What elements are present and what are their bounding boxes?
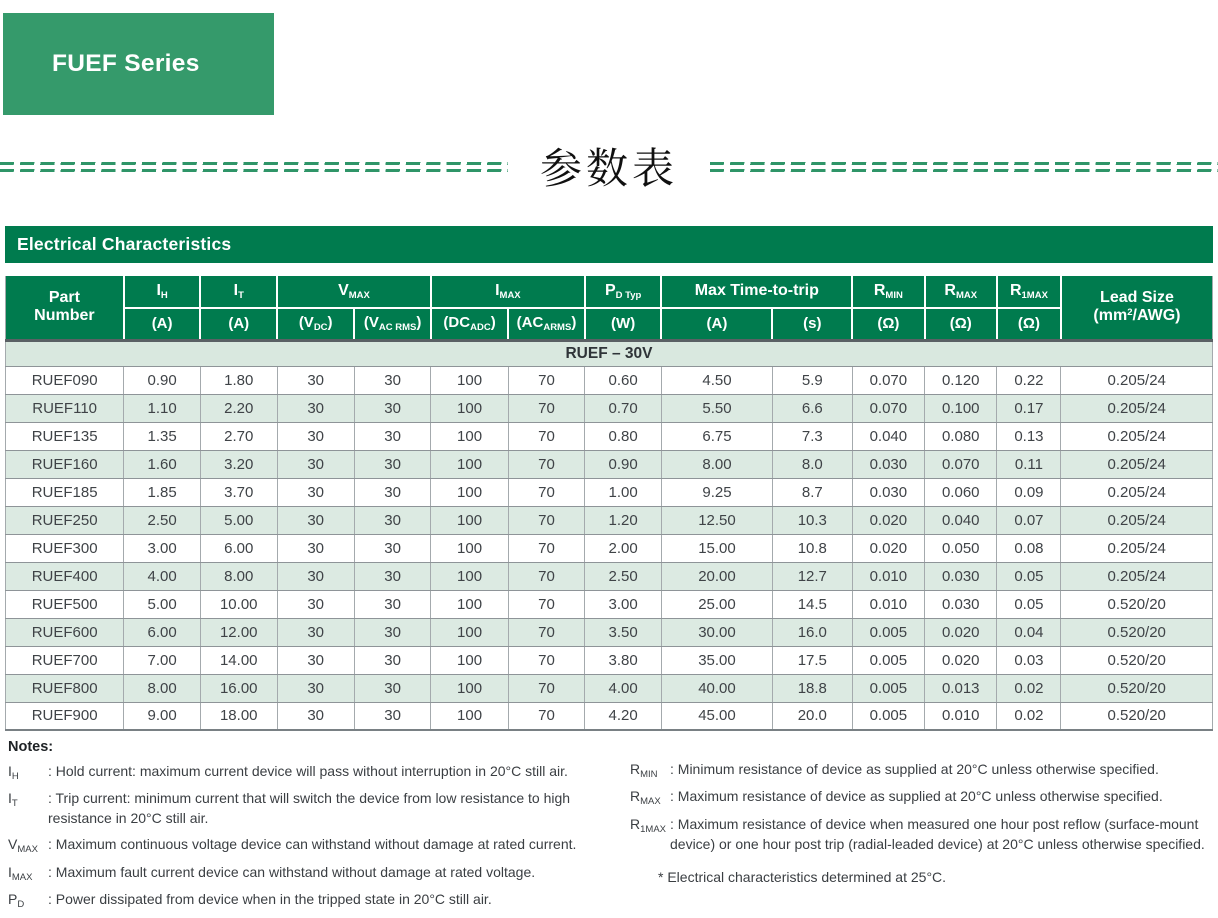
section-banner bbox=[5, 226, 1213, 263]
table-row bbox=[6, 562, 1213, 590]
col-header-lead-size: Lead Size $(mm^2/AWG)$ bbox=[1061, 276, 1213, 340]
value-cell: 70 bbox=[508, 478, 585, 506]
value-cell: 100 bbox=[431, 590, 508, 618]
value-cell: 30 bbox=[354, 394, 431, 422]
value-cell: 2.50 bbox=[124, 506, 201, 534]
note-item bbox=[630, 787, 1210, 808]
value-cell: 9.00 bbox=[124, 702, 201, 730]
value-cell: 5.00 bbox=[200, 506, 277, 534]
value-cell: 14.00 bbox=[200, 646, 277, 674]
value-cell: 0.520/20 bbox=[1061, 618, 1213, 646]
value-cell: 3.00 bbox=[124, 534, 201, 562]
value-cell: 30 bbox=[354, 506, 431, 534]
value-cell: 6.75 bbox=[661, 422, 772, 450]
value-cell: 10.8 bbox=[772, 534, 852, 562]
value-cell: 0.22 bbox=[997, 366, 1061, 394]
table-body bbox=[6, 340, 1213, 730]
title-row bbox=[0, 137, 1218, 195]
value-cell: 2.70 bbox=[200, 422, 277, 450]
value-cell: 30 bbox=[277, 394, 354, 422]
value-cell: 30 bbox=[354, 618, 431, 646]
value-cell: 30 bbox=[354, 478, 431, 506]
value-cell: 0.020 bbox=[925, 646, 997, 674]
unit-trip-s: (s) bbox=[772, 308, 852, 340]
unit-rmin: (Ω) bbox=[852, 308, 924, 340]
value-cell: 70 bbox=[508, 366, 585, 394]
value-cell: 8.00 bbox=[200, 562, 277, 590]
value-cell: 30 bbox=[354, 534, 431, 562]
note-text: : Power dissipated from device when in the tripped state in 20°C still air. bbox=[48, 891, 492, 908]
col-header-it: IT bbox=[200, 276, 277, 308]
value-cell: 1.00 bbox=[585, 478, 662, 506]
value-cell: 0.205/24 bbox=[1061, 534, 1213, 562]
value-cell: 0.520/20 bbox=[1061, 646, 1213, 674]
value-cell: 30 bbox=[277, 506, 354, 534]
note-item bbox=[630, 815, 1210, 855]
series-group-label: RUEF – 30V bbox=[6, 340, 1213, 366]
value-cell: 0.205/24 bbox=[1061, 422, 1213, 450]
value-cell: 100 bbox=[431, 702, 508, 730]
value-cell: 16.0 bbox=[772, 618, 852, 646]
notes-right-items bbox=[630, 760, 1210, 855]
note-term: $I_T$ bbox=[8, 790, 18, 810]
note-text: : Maximum fault current device can withstand without damage at rated voltage. bbox=[48, 863, 536, 880]
value-cell: 1.85 bbox=[124, 478, 201, 506]
note-item bbox=[630, 760, 1210, 781]
col-header-part-number: Part Number bbox=[6, 276, 124, 340]
value-cell: 30 bbox=[277, 450, 354, 478]
value-cell: 5.50 bbox=[661, 394, 772, 422]
value-cell: 1.80 bbox=[200, 366, 277, 394]
value-cell: 0.100 bbox=[925, 394, 997, 422]
value-cell: 1.35 bbox=[124, 422, 201, 450]
note-item bbox=[8, 789, 606, 829]
col-header-rmax: RMAX bbox=[925, 276, 997, 308]
unit-ih: (A) bbox=[124, 308, 201, 340]
part-number-cell: RUEF250 bbox=[6, 506, 124, 534]
value-cell: 30 bbox=[354, 422, 431, 450]
dashed-rule-right bbox=[710, 160, 1218, 173]
table-row bbox=[6, 702, 1213, 730]
value-cell: 10.3 bbox=[772, 506, 852, 534]
value-cell: 0.205/24 bbox=[1061, 478, 1213, 506]
value-cell: 0.005 bbox=[852, 618, 924, 646]
value-cell: 0.13 bbox=[997, 422, 1061, 450]
value-cell: 0.010 bbox=[852, 562, 924, 590]
series-group-row bbox=[6, 340, 1213, 366]
value-cell: 0.02 bbox=[997, 674, 1061, 702]
note-term: $I_H$ bbox=[8, 763, 19, 782]
value-cell: 0.205/24 bbox=[1061, 506, 1213, 534]
part-number-cell: RUEF135 bbox=[6, 422, 124, 450]
value-cell: 0.013 bbox=[925, 674, 997, 702]
value-cell: 100 bbox=[431, 478, 508, 506]
value-cell: 0.60 bbox=[585, 366, 662, 394]
unit-trip-a: (A) bbox=[661, 308, 772, 340]
value-cell: 0.005 bbox=[852, 702, 924, 730]
value-cell: 0.205/24 bbox=[1061, 366, 1213, 394]
value-cell: 2.50 bbox=[585, 562, 662, 590]
value-cell: 100 bbox=[431, 422, 508, 450]
value-cell: 0.040 bbox=[925, 506, 997, 534]
value-cell: 30 bbox=[354, 702, 431, 730]
value-cell: 0.020 bbox=[852, 534, 924, 562]
value-cell: 0.80 bbox=[585, 422, 662, 450]
value-cell: 100 bbox=[431, 618, 508, 646]
value-cell: 100 bbox=[431, 562, 508, 590]
unit-rmax: (Ω) bbox=[925, 308, 997, 340]
value-cell: 6.00 bbox=[124, 618, 201, 646]
table-row bbox=[6, 674, 1213, 702]
value-cell: 100 bbox=[431, 366, 508, 394]
value-cell: 0.050 bbox=[925, 534, 997, 562]
value-cell: 70 bbox=[508, 562, 585, 590]
value-cell: 4.20 bbox=[585, 702, 662, 730]
value-cell: 30 bbox=[277, 646, 354, 674]
notes-left-items bbox=[8, 762, 606, 912]
table-row bbox=[6, 394, 1213, 422]
value-cell: 0.05 bbox=[997, 562, 1061, 590]
value-cell: 70 bbox=[508, 506, 585, 534]
part-number-cell: RUEF185 bbox=[6, 478, 124, 506]
value-cell: 0.080 bbox=[925, 422, 997, 450]
part-number-cell: RUEF160 bbox=[6, 450, 124, 478]
note-term: $R_{MIN}$ bbox=[630, 761, 658, 780]
value-cell: 18.00 bbox=[200, 702, 277, 730]
table-row bbox=[6, 366, 1213, 394]
page-title: 参数表 bbox=[540, 144, 679, 193]
note-text: : Maximum resistance of device as supplied at 20°C unless otherwise specified. bbox=[670, 788, 1163, 805]
note-item bbox=[8, 762, 606, 783]
value-cell: 3.80 bbox=[585, 646, 662, 674]
unit-it: (A) bbox=[200, 308, 277, 340]
note-item bbox=[8, 890, 606, 911]
part-number-cell: RUEF090 bbox=[6, 366, 124, 394]
value-cell: 30 bbox=[354, 590, 431, 618]
value-cell: 2.00 bbox=[585, 534, 662, 562]
value-cell: 1.60 bbox=[124, 450, 201, 478]
value-cell: 12.50 bbox=[661, 506, 772, 534]
value-cell: 70 bbox=[508, 618, 585, 646]
value-cell: 0.020 bbox=[925, 618, 997, 646]
value-cell: 100 bbox=[431, 506, 508, 534]
part-number-cell: RUEF300 bbox=[6, 534, 124, 562]
value-cell: 8.00 bbox=[124, 674, 201, 702]
value-cell: 0.520/20 bbox=[1061, 674, 1213, 702]
value-cell: 0.520/20 bbox=[1061, 702, 1213, 730]
value-cell: 0.070 bbox=[852, 366, 924, 394]
value-cell: 100 bbox=[431, 646, 508, 674]
series-badge bbox=[3, 13, 274, 115]
value-cell: 0.030 bbox=[925, 562, 997, 590]
value-cell: 8.7 bbox=[772, 478, 852, 506]
value-cell: 4.00 bbox=[124, 562, 201, 590]
note-text: : Minimum resistance of device as supplied at 20°C unless otherwise specified. bbox=[670, 761, 1159, 777]
series-badge-label: FUEF Series bbox=[52, 50, 200, 77]
note-text: : Maximum resistance of device when measured one hour post reflow (surface-mount device) or one hour post trip (radial-leaded device) at 20°C unless otherwise specified. bbox=[670, 815, 1205, 852]
value-cell: 0.120 bbox=[925, 366, 997, 394]
value-cell: 4.50 bbox=[661, 366, 772, 394]
value-cell: 0.040 bbox=[852, 422, 924, 450]
value-cell: 7.3 bbox=[772, 422, 852, 450]
value-cell: 70 bbox=[508, 450, 585, 478]
value-cell: 3.00 bbox=[585, 590, 662, 618]
value-cell: 30 bbox=[354, 450, 431, 478]
value-cell: 0.17 bbox=[997, 394, 1061, 422]
part-number-cell: RUEF700 bbox=[6, 646, 124, 674]
value-cell: 0.03 bbox=[997, 646, 1061, 674]
value-cell: 25.00 bbox=[661, 590, 772, 618]
value-cell: 30 bbox=[277, 534, 354, 562]
note-term: $R_{1MAX}$ bbox=[630, 815, 666, 835]
value-cell: 30 bbox=[354, 366, 431, 394]
table-row bbox=[6, 450, 1213, 478]
table-row bbox=[6, 534, 1213, 562]
value-cell: 3.50 bbox=[585, 618, 662, 646]
footnote: * Electrical characteristics determined at 25°C. bbox=[658, 868, 947, 885]
value-cell: 0.08 bbox=[997, 534, 1061, 562]
col-header-ih: IH bbox=[124, 276, 201, 308]
value-cell: 0.205/24 bbox=[1061, 394, 1213, 422]
part-number-cell: RUEF400 bbox=[6, 562, 124, 590]
value-cell: 0.09 bbox=[997, 478, 1061, 506]
value-cell: 30 bbox=[277, 702, 354, 730]
value-cell: 1.10 bbox=[124, 394, 201, 422]
value-cell: 30 bbox=[354, 674, 431, 702]
part-number-cell: RUEF800 bbox=[6, 674, 124, 702]
table-row bbox=[6, 646, 1213, 674]
value-cell: 100 bbox=[431, 534, 508, 562]
part-number-cell: RUEF600 bbox=[6, 618, 124, 646]
value-cell: 12.00 bbox=[200, 618, 277, 646]
unit-pd: (W) bbox=[585, 308, 662, 340]
value-cell: 0.005 bbox=[852, 646, 924, 674]
value-cell: 9.25 bbox=[661, 478, 772, 506]
value-cell: 0.520/20 bbox=[1061, 590, 1213, 618]
note-term: $V_{MAX}$ bbox=[8, 836, 38, 856]
value-cell: 0.90 bbox=[585, 450, 662, 478]
value-cell: 0.205/24 bbox=[1061, 562, 1213, 590]
value-cell: 0.070 bbox=[925, 450, 997, 478]
value-cell: 30.00 bbox=[661, 618, 772, 646]
value-cell: 20.0 bbox=[772, 702, 852, 730]
value-cell: 20.00 bbox=[661, 562, 772, 590]
note-text: : Trip current: minimum current that will switch the device from low resistance to high resistance in 20°C still air. bbox=[48, 790, 571, 827]
col-header-pd: PD Typ bbox=[585, 276, 662, 308]
col-header-r1max: R1MAX bbox=[997, 276, 1061, 308]
table-row bbox=[6, 422, 1213, 450]
value-cell: 14.5 bbox=[772, 590, 852, 618]
value-cell: 0.90 bbox=[124, 366, 201, 394]
col-header-time-to-trip: Max Time-to-trip bbox=[661, 276, 852, 308]
note-item bbox=[8, 863, 606, 884]
value-cell: 30 bbox=[277, 562, 354, 590]
table-row bbox=[6, 618, 1213, 646]
value-cell: 4.00 bbox=[585, 674, 662, 702]
col-header-vmax: VMAX bbox=[277, 276, 431, 308]
col-header-imax: IMAX bbox=[431, 276, 585, 308]
value-cell: 0.05 bbox=[997, 590, 1061, 618]
value-cell: 0.030 bbox=[925, 590, 997, 618]
value-cell: 30 bbox=[277, 366, 354, 394]
part-number-cell: RUEF500 bbox=[6, 590, 124, 618]
value-cell: 0.02 bbox=[997, 702, 1061, 730]
value-cell: 6.6 bbox=[772, 394, 852, 422]
value-cell: 100 bbox=[431, 394, 508, 422]
value-cell: 5.00 bbox=[124, 590, 201, 618]
value-cell: 16.00 bbox=[200, 674, 277, 702]
dashed-rule-left bbox=[0, 160, 508, 173]
part-number-cell: RUEF110 bbox=[6, 394, 124, 422]
value-cell: 0.010 bbox=[925, 702, 997, 730]
value-cell: 70 bbox=[508, 534, 585, 562]
characteristics-table bbox=[5, 276, 1213, 731]
value-cell: 0.07 bbox=[997, 506, 1061, 534]
notes-section bbox=[0, 739, 1218, 918]
value-cell: 8.0 bbox=[772, 450, 852, 478]
notes-right-column bbox=[630, 760, 1210, 918]
value-cell: 5.9 bbox=[772, 366, 852, 394]
value-cell: 70 bbox=[508, 674, 585, 702]
value-cell: 30 bbox=[354, 646, 431, 674]
unit-acarms: $(AC_{ARMS})$ bbox=[508, 308, 585, 340]
note-term: $P_D$ bbox=[8, 891, 25, 911]
value-cell: 0.70 bbox=[585, 394, 662, 422]
value-cell: 35.00 bbox=[661, 646, 772, 674]
note-text: : Hold current: maximum current device will pass without interruption in 20°C still air. bbox=[48, 763, 568, 779]
value-cell: 3.70 bbox=[200, 478, 277, 506]
col-header-rmin: RMIN bbox=[852, 276, 924, 308]
value-cell: 0.060 bbox=[925, 478, 997, 506]
note-text: : Maximum continuous voltage device can withstand without damage at rated current. bbox=[48, 836, 577, 853]
value-cell: 7.00 bbox=[124, 646, 201, 674]
unit-r1max: (Ω) bbox=[997, 308, 1061, 340]
value-cell: 30 bbox=[277, 674, 354, 702]
value-cell: 30 bbox=[277, 422, 354, 450]
value-cell: 30 bbox=[277, 590, 354, 618]
value-cell: 70 bbox=[508, 702, 585, 730]
value-cell: 70 bbox=[508, 590, 585, 618]
note-item bbox=[8, 835, 606, 856]
value-cell: 0.030 bbox=[852, 450, 924, 478]
unit-vdc: $(V_{DC})$ bbox=[277, 308, 354, 340]
value-cell: 10.00 bbox=[200, 590, 277, 618]
table-row bbox=[6, 506, 1213, 534]
value-cell: 12.7 bbox=[772, 562, 852, 590]
part-number-cell: RUEF900 bbox=[6, 702, 124, 730]
value-cell: 0.04 bbox=[997, 618, 1061, 646]
value-cell: 0.020 bbox=[852, 506, 924, 534]
value-cell: 70 bbox=[508, 394, 585, 422]
notes-left-column bbox=[8, 739, 606, 918]
value-cell: 0.005 bbox=[852, 674, 924, 702]
value-cell: 0.010 bbox=[852, 590, 924, 618]
value-cell: 0.205/24 bbox=[1061, 450, 1213, 478]
note-term: $I_{MAX}$ bbox=[8, 863, 33, 883]
section-banner-title: Electrical Characteristics bbox=[17, 234, 232, 254]
unit-vacrms: $(V_{AC RMS})$ bbox=[354, 308, 431, 340]
note-term: $R_{MAX}$ bbox=[630, 788, 661, 808]
value-cell: 70 bbox=[508, 646, 585, 674]
value-cell: 40.00 bbox=[661, 674, 772, 702]
value-cell: 0.11 bbox=[997, 450, 1061, 478]
value-cell: 100 bbox=[431, 674, 508, 702]
value-cell: 100 bbox=[431, 450, 508, 478]
value-cell: 45.00 bbox=[661, 702, 772, 730]
value-cell: 70 bbox=[508, 422, 585, 450]
value-cell: 18.8 bbox=[772, 674, 852, 702]
table-row bbox=[6, 590, 1213, 618]
value-cell: 30 bbox=[277, 478, 354, 506]
value-cell: 0.030 bbox=[852, 478, 924, 506]
value-cell: 17.5 bbox=[772, 646, 852, 674]
value-cell: 6.00 bbox=[200, 534, 277, 562]
value-cell: 1.20 bbox=[585, 506, 662, 534]
value-cell: 30 bbox=[354, 562, 431, 590]
value-cell: 30 bbox=[277, 618, 354, 646]
value-cell: 3.20 bbox=[200, 450, 277, 478]
table-row bbox=[6, 478, 1213, 506]
table-header bbox=[6, 276, 1213, 340]
value-cell: 0.070 bbox=[852, 394, 924, 422]
value-cell: 15.00 bbox=[661, 534, 772, 562]
value-cell: 2.20 bbox=[200, 394, 277, 422]
notes-heading: Notes: bbox=[8, 739, 54, 755]
unit-dcadc: $(DC_{ADC})$ bbox=[431, 308, 508, 340]
value-cell: 8.00 bbox=[661, 450, 772, 478]
